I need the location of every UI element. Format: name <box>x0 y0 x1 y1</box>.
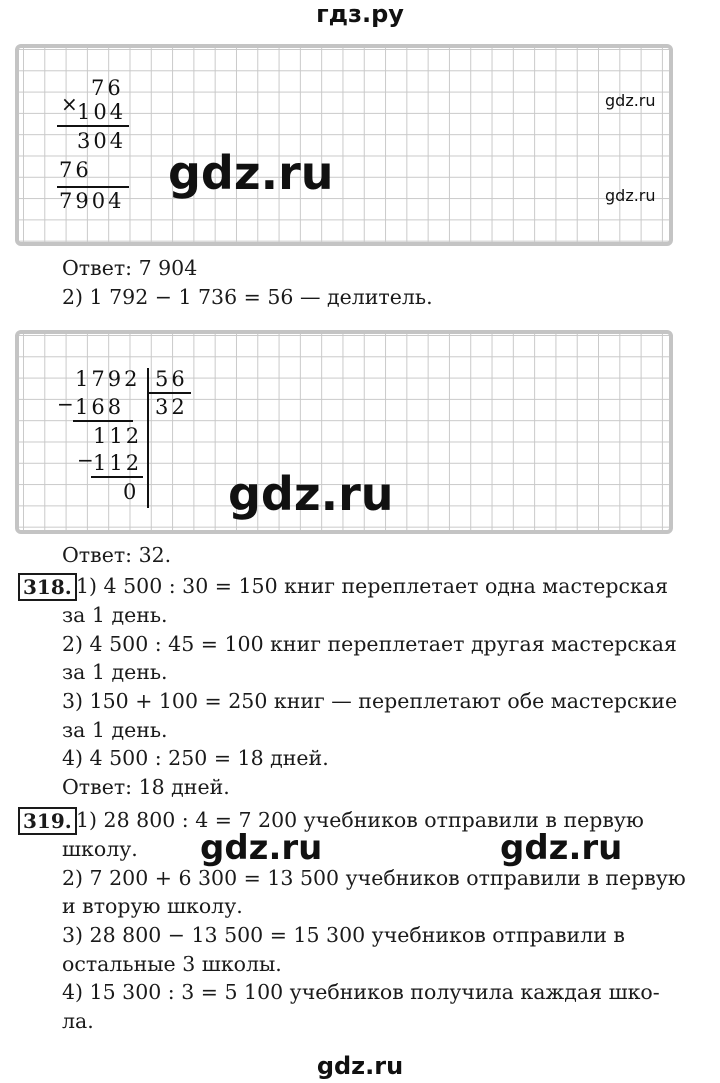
remainder-final: 0 <box>123 480 140 504</box>
mult-result: 7904 <box>59 189 125 213</box>
step-2: 2) 1 792 − 1 736 = 56 — делитель. <box>62 285 433 309</box>
answer-2: Ответ: 32. <box>62 543 172 567</box>
t319-step-4-cont: ла. <box>62 1009 94 1033</box>
minus-sign-2: − <box>77 448 94 472</box>
divisor-underline <box>147 392 191 394</box>
t319-step-3: 3) 28 800 − 13 500 = 15 300 учебников отправили в <box>62 923 625 947</box>
factor-b: 104 <box>77 100 127 124</box>
subtrahend-1: 168 <box>75 395 125 419</box>
minus-sign-1: − <box>57 392 74 416</box>
t318-step-3-cont: за 1 день. <box>62 718 168 742</box>
multiply-sign: × <box>61 92 78 116</box>
t318-step-3: 3) 150 + 100 = 250 книг — переплетают обе мастерские <box>62 689 678 713</box>
mult-underline-1 <box>57 125 129 127</box>
header-watermark: гдз.ру <box>316 0 404 28</box>
t319-step-3-cont: остальные 3 школы. <box>62 952 282 976</box>
mid-watermark-2: gdz.ru <box>500 828 623 868</box>
t318-answer: Ответ: 18 дней. <box>62 775 230 799</box>
t318-step-2-cont: за 1 день. <box>62 660 168 684</box>
t318-step-2: 2) 4 500 : 45 = 100 книг переплетает другая мастерская <box>62 632 677 656</box>
small-watermark-2: gdz.ru <box>605 186 656 205</box>
division-bar-vertical <box>147 368 149 508</box>
partial-product-1: 304 <box>77 129 127 153</box>
factor-a: 76 <box>91 76 124 100</box>
partial-product-2: 76 <box>59 158 92 182</box>
mult-underline-2 <box>57 186 129 188</box>
t319-step-4: 4) 15 300 : 3 = 5 100 учебников получила каждая шко- <box>62 980 660 1004</box>
t319-step-1: 1) 28 800 : 4 = 7 200 учебников отправили в первую <box>76 808 644 832</box>
sub1-underline <box>73 420 133 422</box>
mid-watermark-1: gdz.ru <box>200 828 323 868</box>
quotient: 32 <box>155 395 188 419</box>
small-watermark-1: gdz.ru <box>605 91 656 110</box>
task-number-319: 319. <box>18 807 77 835</box>
big-watermark-1: gdz.ru <box>168 146 334 200</box>
t319-step-1-cont: школу. <box>62 837 138 861</box>
sub2-underline <box>91 476 143 478</box>
dividend: 1792 <box>75 367 141 391</box>
multiplication-grid <box>15 44 673 246</box>
task-number-318: 318. <box>18 573 77 601</box>
big-watermark-2: gdz.ru <box>228 467 394 521</box>
t319-step-2: 2) 7 200 + 6 300 = 13 500 учебников отправили в первую <box>62 866 686 890</box>
divisor: 56 <box>155 367 188 391</box>
answer-1: Ответ: 7 904 <box>62 256 198 280</box>
t318-step-1-cont: за 1 день. <box>62 603 168 627</box>
remainder-1: 112 <box>93 424 143 448</box>
t318-step-4: 4) 4 500 : 250 = 18 дней. <box>62 746 329 770</box>
subtrahend-2: 112 <box>93 451 143 475</box>
t319-step-2-cont: и вторую школу. <box>62 894 243 918</box>
t318-step-1: 1) 4 500 : 30 = 150 книг переплетает одна мастерская <box>76 574 668 598</box>
footer-watermark: gdz.ru <box>316 1052 404 1080</box>
